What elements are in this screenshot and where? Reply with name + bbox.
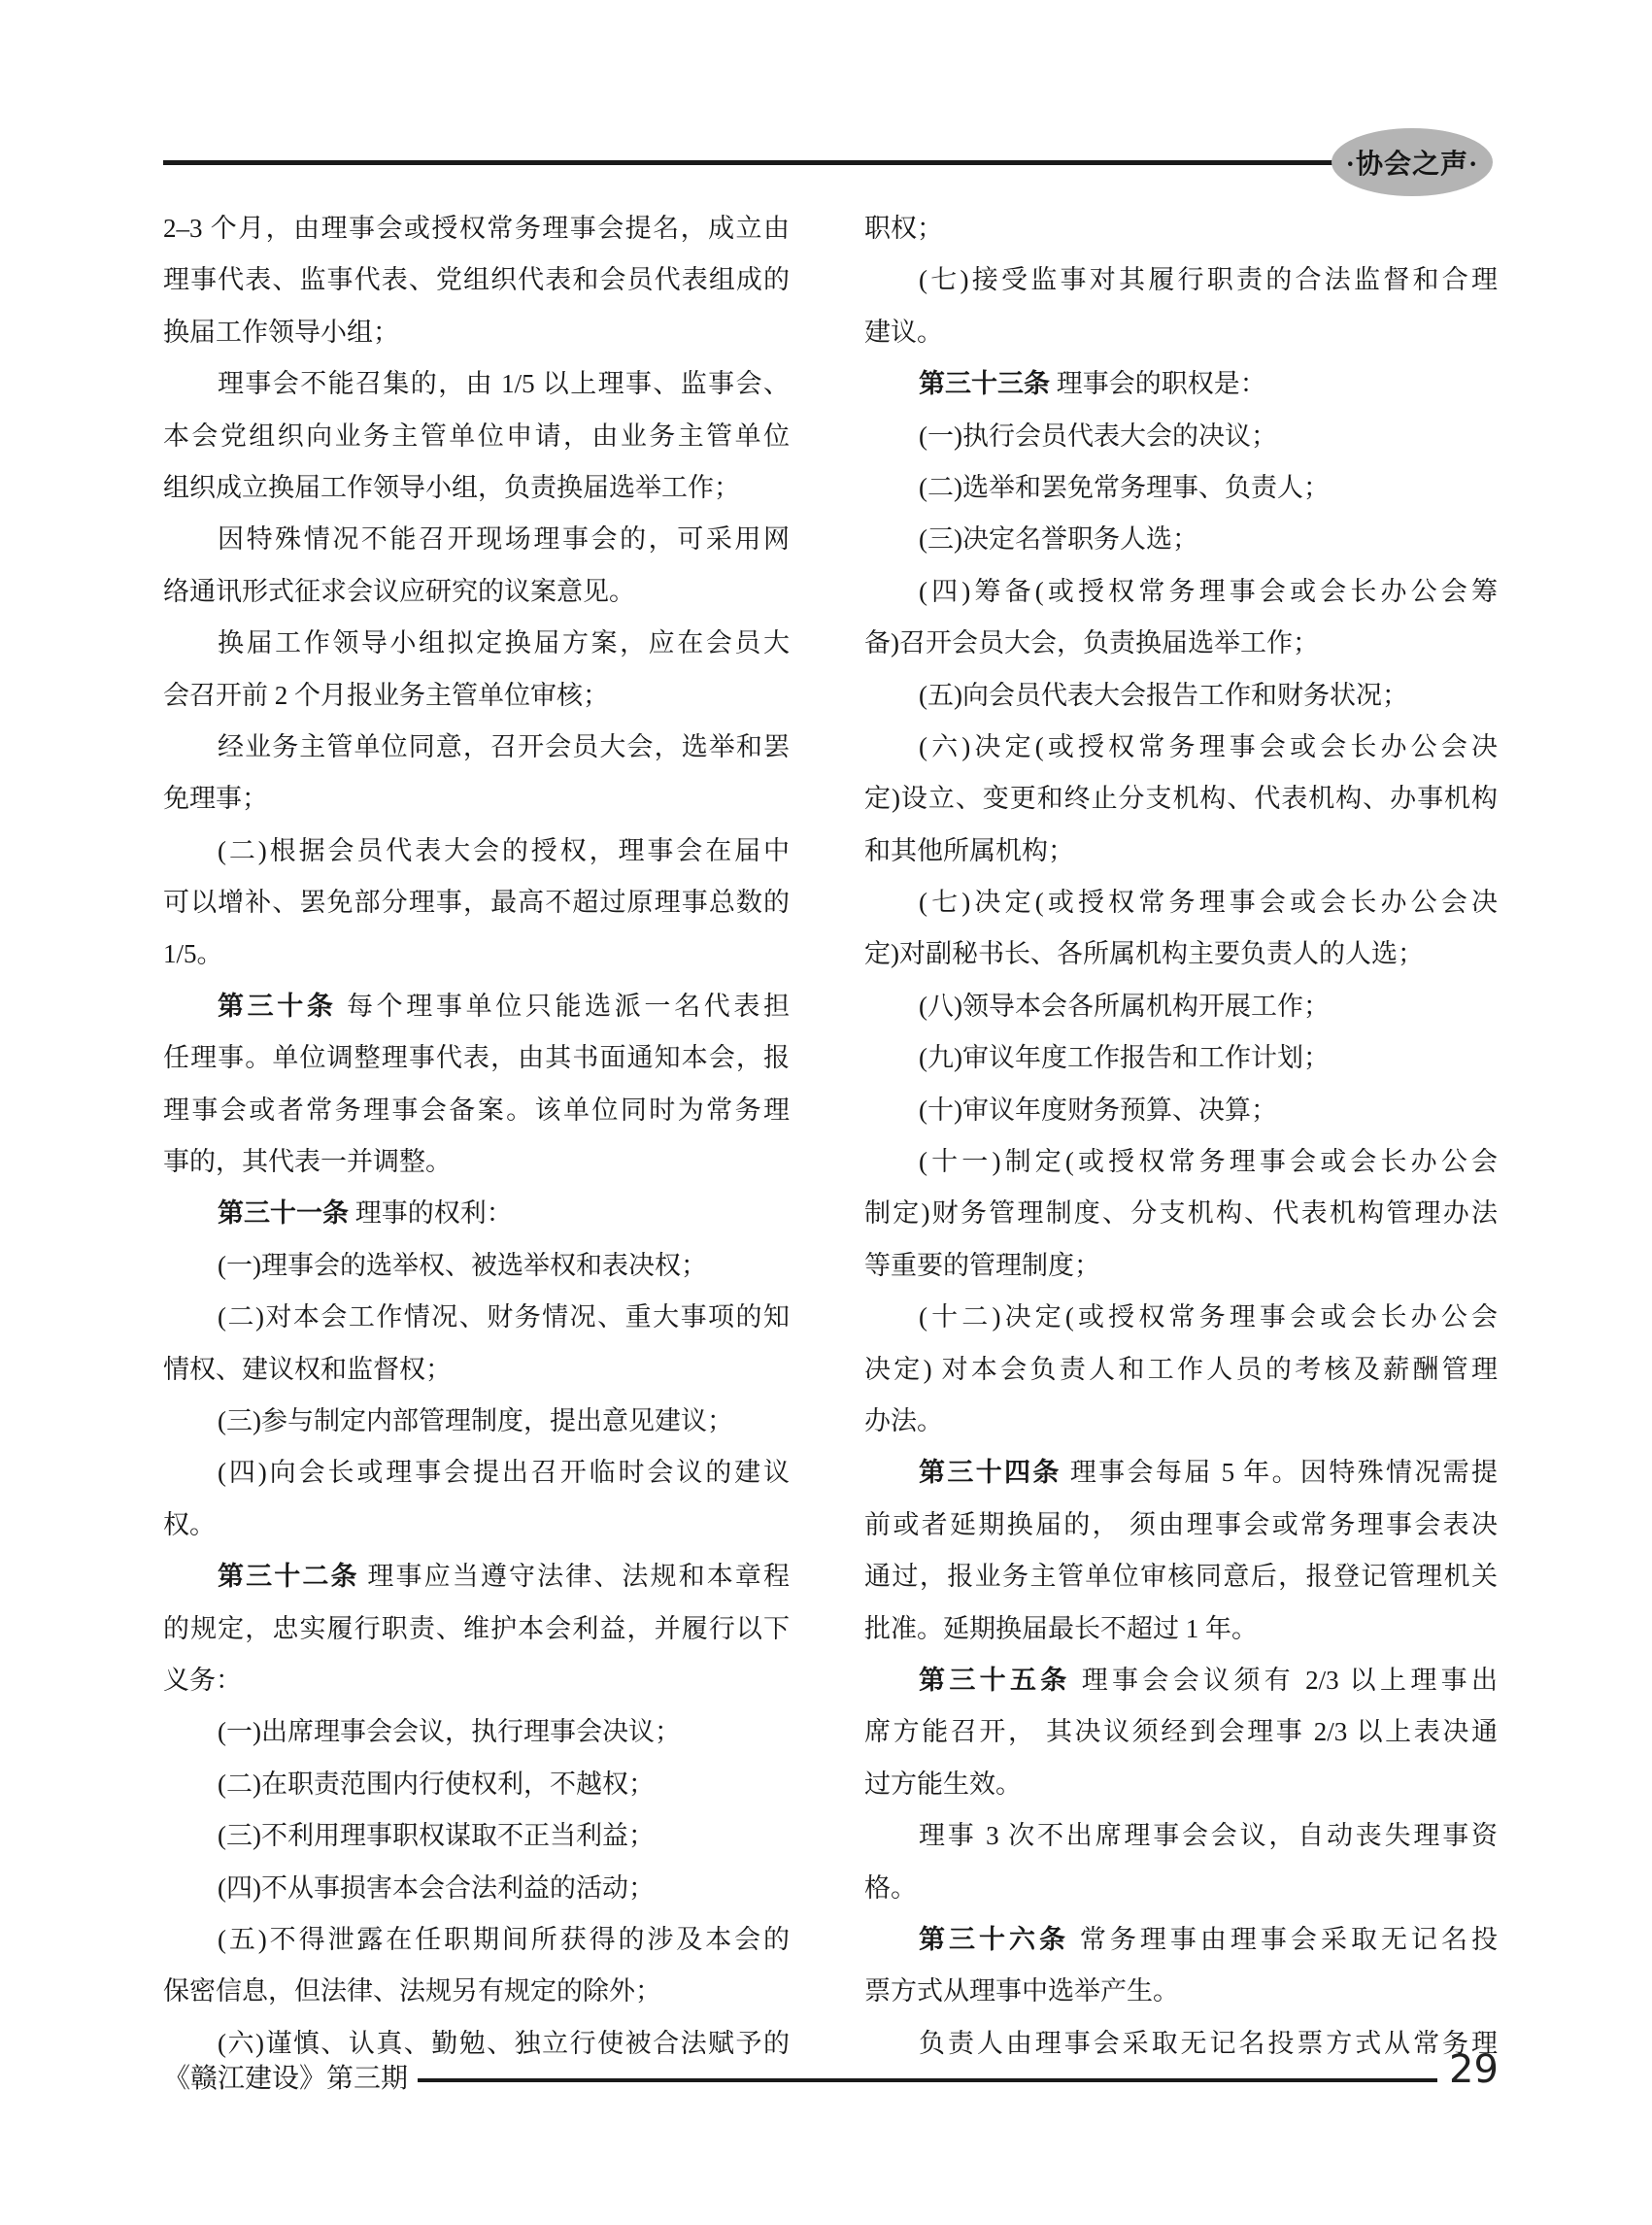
text-line: 络通讯形式征求会议应研究的议案意见。: [163, 576, 635, 606]
text-line: 负责人由理事会采取无记名投票方式从常务理: [919, 2028, 1498, 2058]
page-number: 29: [1449, 2047, 1499, 2092]
text-line: (四)不从事损害本会合法利益的活动；: [218, 1872, 655, 1903]
text-line: 通过，报业务主管单位审核同意后，报登记管理机关: [864, 1562, 1498, 1592]
text-line: 组织成立换届工作领导小组，负责换届选举工作；: [163, 472, 740, 502]
text-line: 第三十一条 理事的权利：: [218, 1198, 513, 1229]
section-badge-label: ·协会之声·: [1345, 150, 1479, 180]
text-line: (四)筹备(或授权常务理事会或会长办公会筹: [919, 576, 1498, 606]
text-line: 经业务主管单位同意，召开会员大会，选举和罢: [218, 731, 790, 761]
text-line: 职权；: [864, 214, 943, 243]
text-line: (一)理事会的选举权、被选举权和表决权；: [218, 1250, 707, 1280]
text-line: (二)选举和罢免常务理事、负责人；: [919, 472, 1330, 502]
text-line: (二)根据会员代表大会的授权，理事会在届中: [218, 835, 790, 865]
text-line: (五)不得泄露在任职期间所获得的涉及本会的: [218, 1924, 790, 1954]
text-line: (五)向会员代表大会报告工作和财务状况；: [919, 680, 1408, 710]
text-line: 备)召开会员大会，负责换届选举工作；: [864, 628, 1319, 658]
text-line: 会召开前 2 个月报业务主管单位审核；: [163, 680, 609, 710]
text-line: 理事 3 次不出席理事会会议，自动丧失理事资: [919, 1821, 1498, 1851]
text-line: (七)决定(或授权常务理事会或会长办公会决: [919, 888, 1498, 918]
article-number: 第三十四条: [919, 1458, 1062, 1488]
text-line: 的规定，忠实履行职责、维护本会利益，并履行以下: [163, 1613, 790, 1643]
text-line: 定)设立、变更和终止分支机构、代表机构、办事机构: [864, 784, 1498, 814]
right-column: [864, 203, 1498, 2070]
text-line: 可以增补、罢免部分理事，最高不超过原理事总数的: [163, 888, 790, 918]
text-line: 2–3 个月，由理事会或授权常务理事会提名，成立由: [163, 214, 790, 243]
header-divider: [163, 160, 1336, 165]
text-line: 等重要的管理制度；: [864, 1250, 1100, 1280]
text-line: (四)向会长或理事会提出召开临时会议的建议: [218, 1458, 790, 1488]
text-line: (一)出席理事会会议，执行理事会决议；: [218, 1717, 681, 1747]
text-line: 第三十二条 理事应当遵守法律、法规和本章程: [218, 1562, 790, 1592]
article-number: 第三十三条: [919, 369, 1050, 399]
left-column: [163, 203, 790, 2070]
text-line: 席方能召开， 其决议须经到会理事 2/3 以上表决通: [864, 1717, 1498, 1747]
text-line: (二)对本会工作情况、财务情况、重大事项的知: [218, 1302, 790, 1332]
article-number: 第三十二条: [218, 1562, 359, 1592]
text-line: 权。: [163, 1509, 216, 1539]
text-line: 制定)财务管理制度、分支机构、代表机构管理办法: [864, 1198, 1498, 1229]
text-line: 定)对副秘书长、各所属机构主要负责人的人选；: [864, 939, 1424, 969]
text-line: 前或者延期换届的， 须由理事会或常务理事会表决: [864, 1509, 1498, 1539]
text-line: 和其他所属机构；: [864, 835, 1074, 865]
text-line: 换届工作领导小组；: [163, 317, 399, 347]
text-line: (六)谨慎、认真、勤勉、独立行使被合法赋予的: [218, 2028, 790, 2058]
text-line: 建议。: [864, 317, 943, 347]
text-line: 过方能生效。: [864, 1769, 1022, 1799]
footer-divider: [418, 2078, 1437, 2082]
text-line: 本会党组织向业务主管单位申请，由业务主管单位: [163, 421, 790, 451]
text-line: 保密信息，但法律、法规另有规定的除外；: [163, 1976, 661, 2006]
text-line: 批准。延期换届最长不超过 1 年。: [864, 1613, 1258, 1643]
text-line: 换届工作领导小组拟定换届方案，应在会员大: [218, 628, 790, 658]
article-number: 第三十条: [218, 991, 337, 1021]
text-line: (九)审议年度工作报告和工作计划；: [919, 1043, 1330, 1073]
text-line: 第三十四条 理事会每届 5 年。因特殊情况需提: [919, 1458, 1499, 1488]
text-line: (十二)决定(或授权常务理事会或会长办公会: [919, 1302, 1498, 1332]
text-line: 第三十条 每个理事单位只能选派一名代表担: [218, 991, 791, 1021]
text-line: (三)决定名誉职务人选；: [919, 524, 1198, 555]
section-badge: [1332, 128, 1493, 196]
text-line: 第三十六条 常务理事由理事会采取无记名投: [919, 1924, 1499, 1954]
text-line: 事的，其代表一并调整。: [163, 1147, 452, 1177]
text-line: 第三十五条 理事会会议须有 2/3 以上理事出: [919, 1665, 1498, 1695]
text-line: 决定) 对本会负责人和工作人员的考核及薪酬管理: [864, 1354, 1498, 1384]
text-line: 第三十三条 理事会的职权是：: [919, 369, 1266, 399]
journal-title: 《赣江建设》第三期: [163, 2064, 409, 2094]
text-line: 办法。: [864, 1405, 943, 1435]
text-line: (三)不利用理事职权谋取不正当利益；: [218, 1821, 655, 1851]
text-line: 因特殊情况不能召开现场理事会的，可采用网: [218, 524, 790, 555]
text-line: (二)在职责范围内行使权利，不越权；: [218, 1769, 655, 1799]
text-line: 1/5。: [163, 939, 223, 969]
text-line: (三)参与制定内部管理制度，提出意见建议；: [218, 1405, 733, 1435]
text-line: (十)审议年度财务预算、决算；: [919, 1095, 1277, 1125]
text-line: 理事会不能召集的，由 1/5 以上理事、监事会、: [218, 369, 790, 399]
article-number: 第三十五条: [919, 1665, 1071, 1695]
text-line: 格。: [864, 1872, 917, 1903]
text-line: 免理事；: [163, 784, 268, 814]
text-line: 情权、建议权和监督权；: [163, 1354, 452, 1384]
text-line: 任理事。单位调整理事代表，由其书面通知本会，报: [163, 1043, 790, 1073]
text-line: 理事会或者常务理事会备案。该单位同时为常务理: [163, 1095, 790, 1125]
text-line: 理事代表、监事代表、党组织代表和会员代表组成的: [163, 265, 790, 295]
text-line: (八)领导本会各所属机构开展工作；: [919, 991, 1330, 1021]
text-line: 义务：: [163, 1665, 242, 1695]
article-number: 第三十六条: [919, 1924, 1070, 1954]
text-line: (七)接受监事对其履行职责的合法监督和合理: [919, 265, 1498, 295]
text-line: (一)执行会员代表大会的决议；: [919, 421, 1277, 451]
article-number: 第三十一条: [218, 1198, 349, 1229]
text-line: (十一)制定(或授权常务理事会或会长办公会: [919, 1147, 1498, 1177]
text-line: (六)决定(或授权常务理事会或会长办公会决: [919, 731, 1498, 761]
text-line: 票方式从理事中选举产生。: [864, 1976, 1179, 2006]
